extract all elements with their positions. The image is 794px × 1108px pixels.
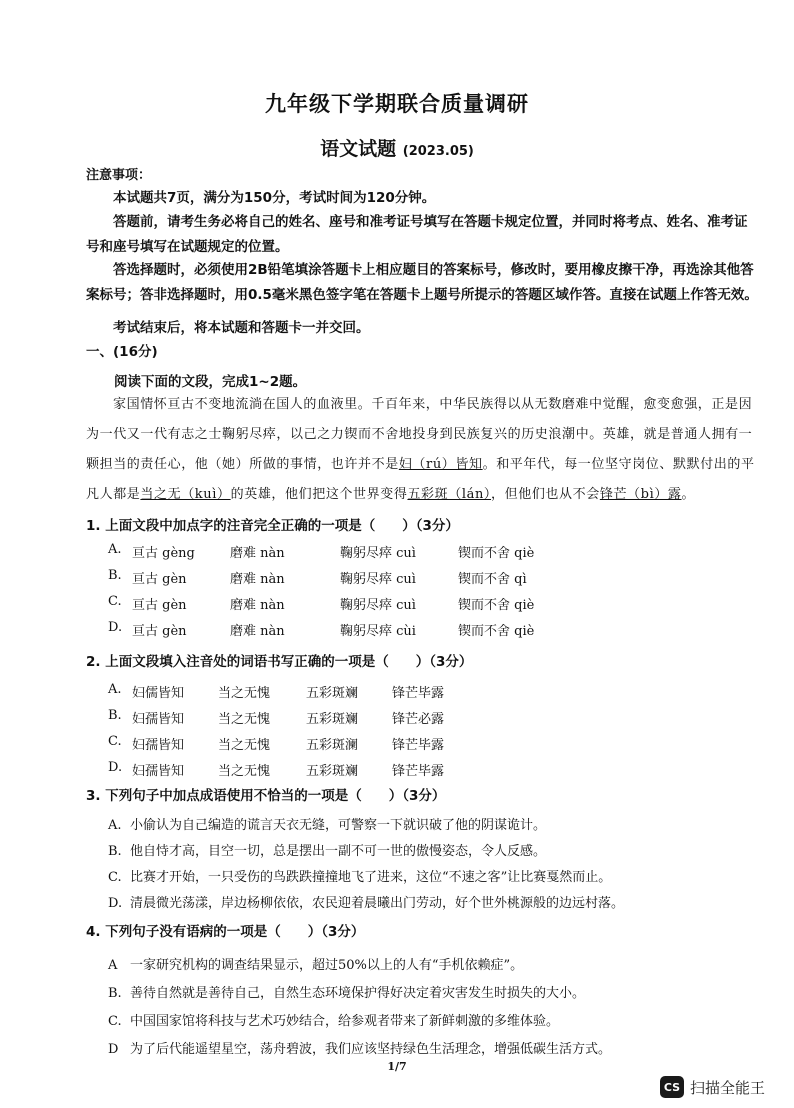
passage-text: 。 xyxy=(681,487,696,502)
notice-item: 答选择题时，必须使用2B铅笔填涂答题卡上相应题目的答案标号，修改时，要用橡皮擦干净，再选涂其他答案标号；答非选择题时，用0.5毫米黑色签字笔在答题卡上题号所提示的答题区域作答。直接在试题上作答无效。 xyxy=(86,262,758,303)
option-text: 他自恃才高，目空一切，总是摆出一副不可一世的傲慢姿态，令人反感。 xyxy=(130,844,547,859)
option-label: C. xyxy=(108,594,122,609)
option-label: B. xyxy=(108,844,122,859)
scanner-watermark xyxy=(660,1074,765,1100)
option-item: 锋芒必露 xyxy=(392,712,445,727)
option-item: 当之无愧 xyxy=(218,712,271,727)
option-item: 亘古 gèn xyxy=(132,624,187,639)
option-item: 五彩斑澜 xyxy=(306,738,359,753)
option-item: 亘古 gèn xyxy=(132,598,187,613)
option-item: 亘古 gèn xyxy=(132,572,187,587)
question-4-option-c xyxy=(108,1010,758,1029)
option-label: A. xyxy=(108,818,122,833)
option-label: A xyxy=(108,958,118,973)
option-item: 磨难 nàn xyxy=(230,598,285,613)
question-3-option-d xyxy=(108,892,758,911)
option-label: A. xyxy=(108,682,122,697)
option-item: 锋芒毕露 xyxy=(392,764,445,779)
option-item: 当之无愧 xyxy=(218,738,271,753)
page-title: 九年级下学期联合质量调研 xyxy=(265,92,529,116)
reading-passage xyxy=(86,390,758,510)
option-text: 为了后代能遥望星空，荡舟碧波，我们应该坚持绿色生活理念，增强低碳生活方式。 xyxy=(130,1042,612,1057)
option-item: 锲而不舍 qì xyxy=(458,572,527,587)
blank-word-3: 五彩斑（lán） xyxy=(407,487,492,502)
question-4-option-b xyxy=(108,982,758,1001)
option-item: 磨难 nàn xyxy=(230,546,285,561)
option-item: 锋芒毕露 xyxy=(392,686,445,701)
blank-word-4: 锋芒（bì）露 xyxy=(599,487,682,502)
passage-text: 的英雄，他们把这个世界变得 xyxy=(230,487,408,502)
option-item: 当之无愧 xyxy=(218,686,271,701)
option-text: 比赛才开始，一只受伤的鸟跌跌撞撞地飞了进来，这位“不速之客”让比赛戛然而止。 xyxy=(130,870,612,885)
option-item: 锲而不舍 qiè xyxy=(458,546,535,561)
page-number: 1/7 xyxy=(387,1060,407,1073)
option-item: 五彩斑斓 xyxy=(306,686,359,701)
option-label: D. xyxy=(108,760,123,775)
question-3-option-a xyxy=(108,814,758,833)
option-label: B. xyxy=(108,708,122,723)
passage-text: 。和平年代，每一位坚守岗位、默默付出的平凡人都是 xyxy=(86,457,755,502)
option-item: 鞠躬尽瘁 cùi xyxy=(340,624,416,639)
option-item: 妇孺皆知 xyxy=(132,764,185,779)
option-label: D. xyxy=(108,620,123,635)
option-label: B. xyxy=(108,986,122,1001)
blank-word-1: 妇（rú）皆知 xyxy=(398,457,483,472)
option-item: 磨难 nàn xyxy=(230,624,285,639)
option-item: 妇孺皆知 xyxy=(132,712,185,727)
option-label: D. xyxy=(108,896,123,911)
question-3-option-c xyxy=(108,866,758,885)
option-text: 清晨微光荡漾，岸边杨柳依依，农民迎着晨曦出门劳动，好个世外桃源般的边远村落。 xyxy=(130,896,625,911)
passage-text: 家国情怀亘古不变地流淌在国人的血液里。千百年来，中华民族得以从无数磨难中觉醒，愈变愈强，正是因为一代又一代有志之士鞠躬尽瘁，以己之力锲而不舍地投身到民族复兴的历史浪潮中。英雄，就是普通人拥有一颗担当的责任心，他（她）所做的事情，也许并不是 xyxy=(86,397,753,472)
option-text: 善待自然就是善待自己，自然生态环境保护得好决定着灾害发生时损失的大小。 xyxy=(130,986,586,1001)
option-item: 妇儒皆知 xyxy=(132,686,185,701)
option-text: 中国国家馆将科技与艺术巧妙结合，给参观者带来了新鲜刺激的多维体验。 xyxy=(130,1014,560,1029)
option-label: C. xyxy=(108,870,122,885)
subject-name: 语文试题 xyxy=(320,138,397,160)
option-item: 锲而不舍 qiè xyxy=(458,624,535,639)
option-item: 鞠躬尽瘁 cuì xyxy=(340,572,416,587)
notice-item: 本试题共7页，满分为150分，考试时间为120分钟。 xyxy=(113,190,436,206)
option-label: B. xyxy=(108,568,122,583)
option-item: 亘古 gèng xyxy=(132,546,195,561)
option-label: A. xyxy=(108,542,122,557)
notice-item: 考试结束后，将本试题和答题卡一并交回。 xyxy=(113,320,370,336)
option-item: 磨难 nàn xyxy=(230,572,285,587)
section-heading: 一、(16分) xyxy=(86,344,158,360)
option-item: 五彩斑斓 xyxy=(306,712,359,727)
question-2-stem: 2. 上面文段填入注音处的词语书写正确的一项是（ ）（3分） xyxy=(86,654,473,670)
option-item: 鞠躬尽瘁 cuì xyxy=(340,546,416,561)
option-item: 锋芒毕露 xyxy=(392,738,445,753)
option-text: 小偷认为自己编造的谎言天衣无缝，可警察一下就识破了他的阴谋诡计。 xyxy=(130,818,547,833)
question-3-stem: 3. 下列句子中加点成语使用不恰当的一项是（ ）（3分） xyxy=(86,788,446,804)
notice-heading: 注意事项： xyxy=(86,168,152,183)
notice-item: 答题前，请考生务必将自己的姓名、座号和准考证号填写在答题卡规定位置，并同时将考点、姓名、准考证号和座号填写在试题规定的位置。 xyxy=(86,214,748,255)
option-item: 鞠躬尽瘁 cuì xyxy=(340,598,416,613)
reading-instruction: 阅读下面的文段，完成1~2题。 xyxy=(114,374,307,390)
exam-date: (2023.05) xyxy=(402,144,474,159)
option-item: 妇孺皆知 xyxy=(132,738,185,753)
camscanner-logo-icon: CS xyxy=(660,1076,684,1098)
passage-text: ，但他们也从不会 xyxy=(491,487,600,502)
question-4-stem: 4. 下列句子没有语病的一项是（ ）（3分） xyxy=(86,924,365,940)
blank-word-2: 当之无（kuì） xyxy=(140,487,231,502)
option-label: C. xyxy=(108,734,122,749)
option-item: 五彩斑斓 xyxy=(306,764,359,779)
option-label: D xyxy=(108,1042,119,1057)
subject-title xyxy=(0,134,794,161)
question-4-option-a xyxy=(108,954,758,973)
question-1-stem: 1. 上面文段中加点字的注音完全正确的一项是（ ）（3分） xyxy=(86,518,459,534)
option-text: 一家研究机构的调查结果显示，超过50%以上的人有“手机依赖症”。 xyxy=(130,958,524,973)
question-4-option-d xyxy=(108,1038,758,1057)
option-item: 当之无愧 xyxy=(218,764,271,779)
question-3-option-b xyxy=(108,840,758,859)
scanner-app-name: 扫描全能王 xyxy=(690,1078,766,1097)
option-item: 锲而不舍 qiè xyxy=(458,598,535,613)
option-label: C. xyxy=(108,1014,122,1029)
